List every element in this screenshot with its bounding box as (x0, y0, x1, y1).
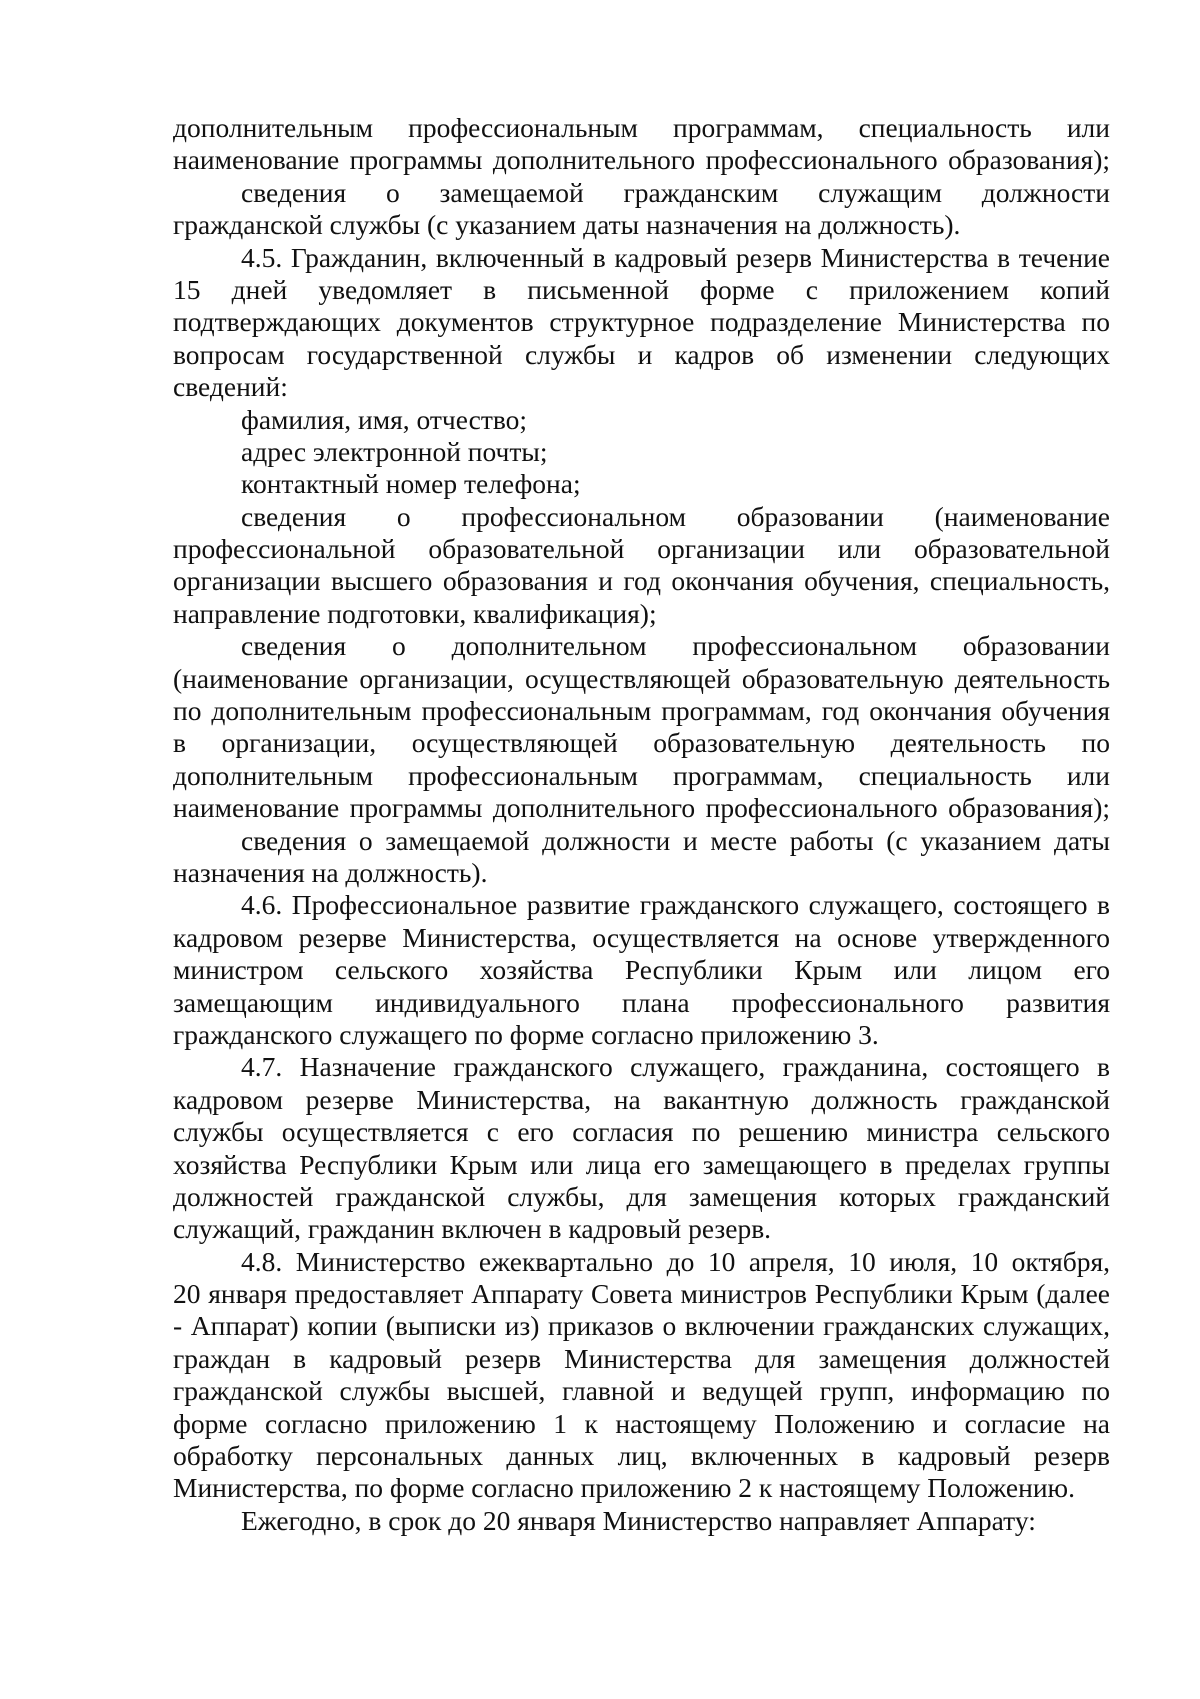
text-line: 20 января предоставляет Аппарату Совета министров Республики Крым (далее (173, 1278, 1110, 1310)
text-line: замещающим индивидуального плана профессионального развития (173, 986, 1110, 1018)
text-line: службы осуществляется с его согласия по решению министра сельского (173, 1116, 1110, 1148)
text-line: в организации, осуществляющей образовательную деятельность по (173, 727, 1110, 759)
text-line: наименование программы дополнительного профессионального образования); (173, 144, 1110, 176)
text-line: обработку персональных данных лиц, включенных в кадровый резерв (173, 1440, 1110, 1472)
text-line: 15 дней уведомляет в письменной форме с приложением копий (173, 273, 1110, 305)
document-text-block (173, 112, 1110, 1537)
text-line: гражданского служащего по форме согласно приложению 3. (173, 1018, 879, 1050)
text-line: служащий, гражданин включен в кадровый резерв. (173, 1213, 772, 1245)
text-line: 4.6. Профессиональное развитие гражданского служащего, состоящего в (241, 889, 1110, 921)
text-line: министром сельского хозяйства Республики Крым или лицом его (173, 954, 1110, 986)
text-line: наименование программы дополнительного профессионального образования); (173, 792, 1110, 824)
text-line: сведений: (173, 371, 288, 403)
text-line: форме согласно приложению 1 к настоящему Положению и согласие на (173, 1407, 1110, 1439)
text-line: назначения на должность). (173, 856, 488, 888)
text-line: вопросам государственной службы и кадров об изменении следующих (173, 338, 1110, 370)
text-line: подтверждающих документов структурное подразделение Министерства по (173, 306, 1110, 338)
text-line: контактный номер телефона; (241, 468, 581, 500)
text-line: профессиональной образовательной организации или образовательной (173, 533, 1110, 565)
text-line: фамилия, имя, отчество; (241, 403, 528, 435)
text-line: сведения о дополнительном профессиональном образовании (241, 630, 1110, 662)
text-line: 4.8. Министерство ежеквартально до 10 апреля, 10 июля, 10 октября, (241, 1245, 1110, 1277)
text-line: по дополнительным профессиональным программам, год окончания обучения (173, 695, 1110, 727)
text-line: организации высшего образования и год окончания обучения, специальность, (173, 565, 1110, 597)
text-line: дополнительным профессиональным программам, специальность или (173, 759, 1110, 791)
text-line: Министерства, по форме согласно приложению 2 к настоящему Положению. (173, 1472, 1075, 1504)
text-line: кадровом резерве Министерства, осуществляется на основе утвержденного (173, 921, 1110, 953)
text-line: хозяйства Республики Крым или лица его замещающего в пределах группы (173, 1148, 1110, 1180)
text-line: должностей гражданской службы, для замещения которых гражданский (173, 1180, 1110, 1212)
text-line: направление подготовки, квалификация); (173, 597, 657, 629)
text-line: 4.5. Гражданин, включенный в кадровый резерв Министерства в течение (241, 241, 1110, 273)
text-line: сведения о замещаемой должности и месте работы (с указанием даты (241, 824, 1110, 856)
text-line: (наименование организации, осуществляющей образовательную деятельность (173, 662, 1110, 694)
text-line: сведения о замещаемой гражданским служащим должности (241, 176, 1110, 208)
text-line: гражданской службы (с указанием даты назначения на должность). (173, 209, 961, 241)
text-line: адрес электронной почты; (241, 435, 548, 467)
text-line: дополнительным профессиональным программам, специальность или (173, 112, 1110, 143)
text-line: кадровом резерве Министерства, на вакантную должность гражданской (173, 1083, 1110, 1115)
text-line: граждан в кадровый резерв Министерства для замещения должностей (173, 1342, 1110, 1374)
text-line: сведения о профессиональном образовании (наименование (241, 500, 1110, 532)
text-line: - Аппарат) копии (выписки из) приказов о включении гражданских служащих, (173, 1310, 1110, 1342)
text-line: 4.7. Назначение гражданского служащего, гражданина, состоящего в (241, 1051, 1110, 1083)
text-line: Ежегодно, в срок до 20 января Министерство направляет Аппарату: (241, 1504, 1036, 1536)
text-line: гражданской службы высшей, главной и ведущей групп, информацию по (173, 1375, 1110, 1407)
